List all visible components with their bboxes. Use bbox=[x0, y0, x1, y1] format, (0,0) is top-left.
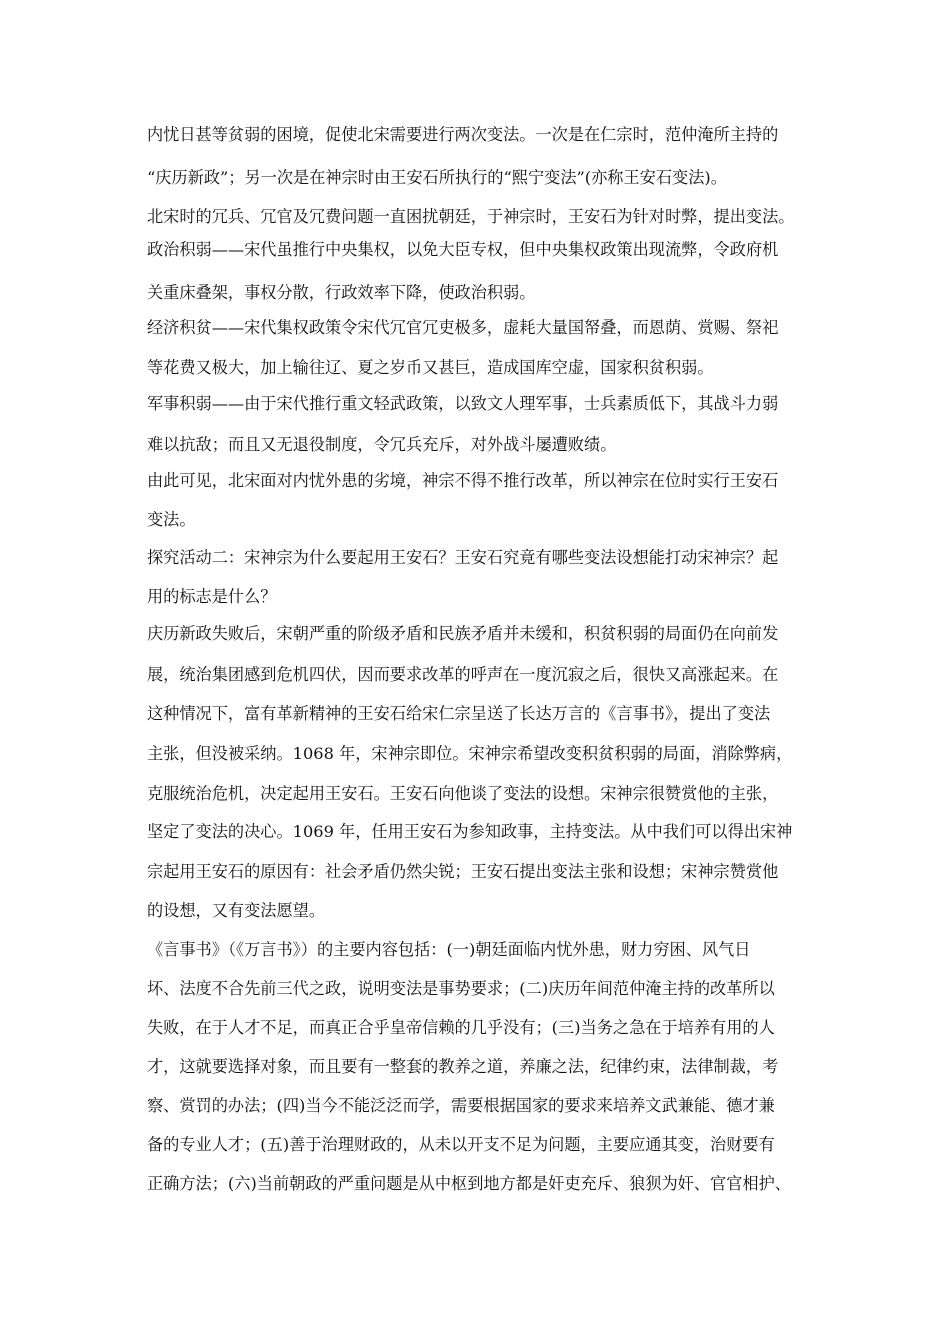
text-line: 坏、法度不合先前三代之政，说明变法是事势要求；(二)庆历年间范仲淹主持的改革所以 bbox=[147, 979, 775, 998]
text-line: 才，这就要选择对象，而且要有一整套的教养之道，养廉之法，纪律约束，法律制裁，考 bbox=[147, 1057, 779, 1076]
text-line: 坚定了变法的决心。1069 年，任用王安石为参知政事，主持变法。从中我们可以得出宋神 bbox=[147, 822, 793, 841]
text-line: 探究活动二：宋神宗为什么要起用王安石？王安石究竟有哪些变法设想能打动宋神宗？起 bbox=[147, 548, 779, 567]
text-line: 失败，在于人才不足，而真正合乎皇帝信赖的几乎没有；(三)当务之急在于培养有用的人 bbox=[147, 1018, 775, 1037]
text-line: 宗起用王安石的原因有：社会矛盾仍然尖锐；王安石提出变法主张和设想；宋神宗赞赏他 bbox=[147, 862, 779, 881]
text-line: 庆历新政失败后，宋朝严重的阶级矛盾和民族矛盾并未缓和，积贫积弱的局面仍在向前发 bbox=[147, 624, 779, 643]
text-line: 备的专业人才；(五)善于治理财政的，从未以开支不足为问题，主要应通其变，治财要有 bbox=[147, 1135, 775, 1154]
text-line: 的设想，又有变法愿望。 bbox=[147, 901, 326, 920]
text-line: 难以抗敌；而且又无退役制度，令冗兵充斥，对外战斗屡遭败绩。 bbox=[147, 435, 617, 454]
text-line: 这种情况下，富有革新精神的王安石给宋仁宗呈送了长达万言的《言事书》，提出了变法 bbox=[147, 704, 771, 723]
text-line: 由此可见，北宋面对内忧外患的劣境，神宗不得不推行改革，所以神宗在位时实行王安石 bbox=[147, 471, 779, 490]
text-line: 政治积弱——宋代虽推行中央集权，以免大臣专权，但中央集权政策出现流弊，令政府机 bbox=[147, 240, 779, 259]
text-line: 等花费又极大，加上输往辽、夏之岁币又甚巨，造成国库空虚，国家积贫积弱。 bbox=[147, 358, 714, 377]
text-line: 经济积贫——宋代集权政策令宋代冗官冗吏极多，虚耗大量国帑叠，而恩荫、赏赐、祭祀 bbox=[147, 318, 779, 337]
text-line: 展，统治集团感到危机四伏，因而要求改革的呼声在一度沉寂之后，很快又高涨起来。在 bbox=[147, 665, 779, 684]
text-line: 军事积弱——由于宋代推行重文轻武政策，以致文人理军事，士兵素质低下，其战斗力弱 bbox=[147, 394, 779, 413]
text-line: 内忧日甚等贫弱的困境，促使北宋需要进行两次变法。一次是在仁宗时，范仲淹所主持的 bbox=[147, 125, 779, 144]
text-line: 《言事书》（《万言书》）的主要内容包括：(一)朝廷面临内忧外患，财力穷困、风气日 bbox=[147, 940, 751, 959]
text-line: 北宋时的冗兵、冗官及冗费问题一直困扰朝廷，于神宗时，王安石为针对时弊，提出变法。 bbox=[147, 207, 795, 226]
text-line: 用的标志是什么？ bbox=[147, 587, 277, 606]
text-line: 克服统治危机，决定起用王安石。王安石向他谈了变法的设想。宋神宗很赞赏他的主张， bbox=[147, 784, 779, 803]
text-line: 察、赏罚的办法；(四)当今不能泛泛而学，需要根据国家的要求来培养文武兼能、德才兼 bbox=[147, 1096, 775, 1115]
text-line: 主张，但没被采纳。1068 年，宋神宗即位。宋神宗希望改变积贫积弱的局面，消除弊病， bbox=[147, 744, 793, 763]
text-line: 关重床叠架，事权分散，行政效率下降，使政治积弱。 bbox=[147, 283, 536, 302]
text-line: “庆历新政”；另一次是在神宗时由王安石所执行的“熙宁变法”(亦称王安石变法)。 bbox=[147, 168, 727, 187]
text-line: 正确方法；(六)当前朝政的严重问题是从中枢到地方都是奸吏充斥、狼狈为奸、官官相护、 bbox=[147, 1174, 791, 1193]
text-line: 变法。 bbox=[147, 510, 196, 529]
